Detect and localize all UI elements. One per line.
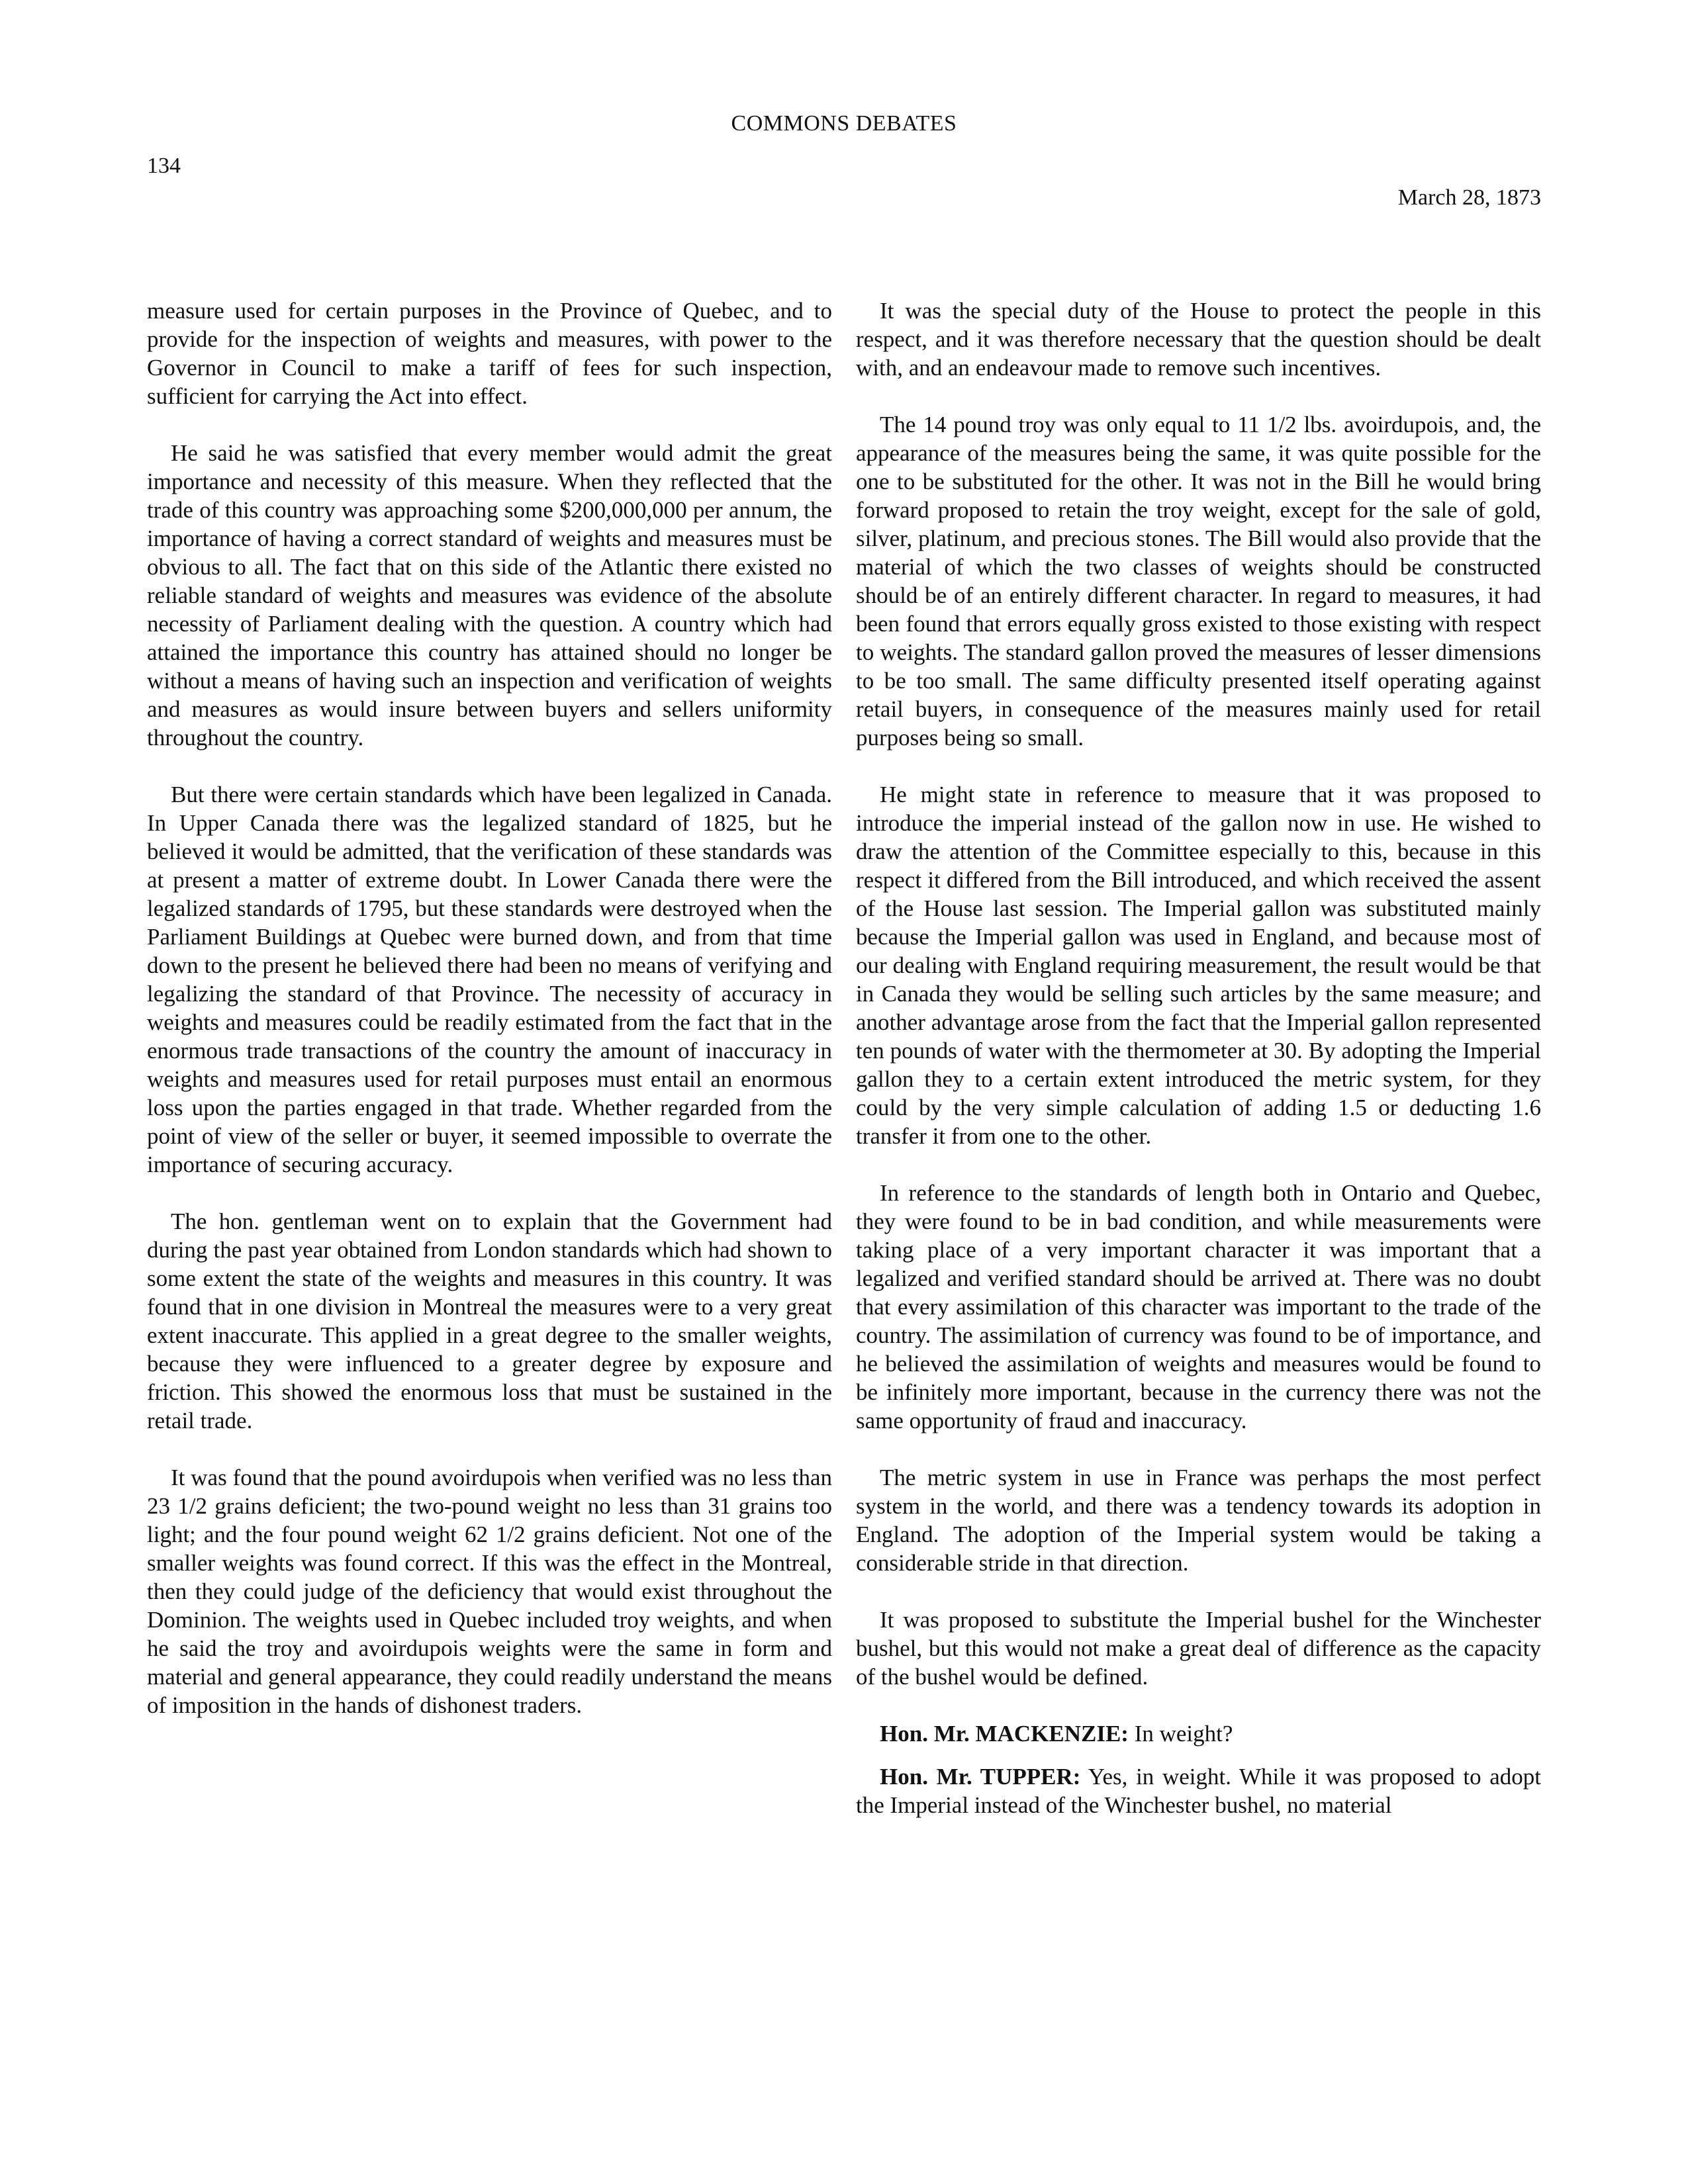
speech-text: In weight? — [1128, 1721, 1233, 1747]
running-title: COMMONS DEBATES — [731, 111, 957, 136]
page-number: 134 — [147, 154, 181, 178]
paragraph: The hon. gentleman went on to explain that the Government had during the past year obtained from London standards which had shown to some extent the state of the weights and measures in this country. It was found that in one division in Montreal the measures were to a very great extent inaccurate. This applied in a great degree to the smaller weights, because they were influenced to a greater degree by exposure and friction. This showed the enormous loss that must be sustained in the retail trade. — [147, 1208, 832, 1433]
paragraph: In reference to the standards of length both in Ontario and Quebec, they were found to be in bad condition, and while measurements were taking place of a very important character it was important that a legalized and verified standard should be arrived at. There was no doubt that every assimilation of this character was important to the trade of the country. The assimilation of currency was found to be of importance, and he believed the assimilation of weights and measures would be found to be infinitely more important, because in the currency there was not the same opportunity of fraud and inaccuracy. — [856, 1180, 1541, 1433]
right-column — [856, 296, 1541, 1834]
speech-text: Yes, in weight. While it was proposed to adopt the Imperial instead of the Winchester bushel, no material — [856, 1764, 1541, 1818]
paragraph: He might state in reference to measure that it was proposed to introduce the imperial instead of the gallon now in use. He wished to draw the attention of the Committee especially to this, because in this respect it differed from the Bill introduced, and which received the assent of the House last session. The Imperial gallon was substituted mainly because the Imperial gallon was used in England, and because most of our dealing with England requiring measurement, the result would be that in Canada they would be selling such articles by the same measure; and another advantage arose from the fact that the Imperial gallon represented ten pounds of water with the thermometer at 30. By adopting the Imperial gallon they to a certain extent introduced the metric system, for they could by the very simple calculation of adding 1.5 or deducting 1.6 transfer it from one to the other. — [856, 782, 1541, 1149]
paragraph: The metric system in use in France was perhaps the most perfect system in the world, and there was a tendency towards its adoption in England. The adoption of the Imperial system would be taking a considerable stride in that direction. — [856, 1465, 1541, 1576]
speaker-name: Hon. Mr. MACKENZIE: — [880, 1721, 1129, 1747]
speech-mackenzie — [856, 1719, 1541, 1748]
paragraph: He said he was satisfied that every member would admit the great importance and necessity of this measure. When they reflected that the trade of this country was approaching some $200,000,000 per annum, the importance of having a correct standard of weights and measures must be obvious to all. The fact that on this side of the Atlantic there existed no reliable standard of weights and measures was evidence of the absolute necessity of Parliament dealing with the question. A country which had attained the importance this country has attained should no longer be without a means of having such an inspection and verification of weights and measures as would insure between buyers and sellers uniformity throughout the country. — [147, 440, 832, 751]
page-date: March 28, 1873 — [1397, 185, 1541, 210]
left-column — [147, 296, 832, 1748]
speaker-name: Hon. Mr. TUPPER: — [880, 1764, 1081, 1790]
paragraph: It was the special duty of the House to protect the people in this respect, and it was therefore necessary that the question should be dealt with, and an endeavour made to remove such incentives. — [856, 298, 1541, 381]
paragraph: It was found that the pound avoirdupois when verified was no less than 23 1/2 grains deficient; the two-pound weight no less than 31 grains too light; and the four pound weight 62 1/2 grains deficient. Not one of the smaller weights was found correct. If this was the effect in the Montreal, then they could judge of the deficiency that would exist throughout the Dominion. The weights used in Quebec included troy weights, and when he said the troy and avoirdupois weights were the same in form and material and general appearance, they could readily understand the means of imposition in the hands of dishonest traders. — [147, 1465, 832, 1718]
paragraph: measure used for certain purposes in the Province of Quebec, and to provide for the inspection of weights and measures, with power to the Governor in Council to make a tariff of fees for such inspection, sufficient for carrying the Act into effect. — [147, 298, 832, 409]
paragraph: But there were certain standards which have been legalized in Canada. In Upper Canada there was the legalized standard of 1825, but he believed it would be admitted, that the verification of these standards was at present a matter of extreme doubt. In Lower Canada there were the legalized standards of 1795, but these standards were destroyed when the Parliament Buildings at Quebec were burned down, and from that time down to the present he believed there had been no means of verifying and legalizing the standard of that Province. The necessity of accuracy in weights and measures could be readily estimated from the fact that in the enormous trade transactions of the country the amount of inaccuracy in weights and measures used for retail purposes must entail an enormous loss upon the parties engaged in that trade. Whether regarded from the point of view of the seller or buyer, it seemed impossible to overrate the importance of securing accuracy. — [147, 782, 832, 1177]
speech-tupper — [856, 1762, 1541, 1819]
paragraph: It was proposed to substitute the Imperial bushel for the Winchester bushel, but this would not make a great deal of difference as the capacity of the bushel would be defined. — [856, 1607, 1541, 1690]
paragraph: The 14 pound troy was only equal to 11 1/2 lbs. avoirdupois, and, the appearance of the measures being the same, it was quite possible for the one to be substituted for the other. It was not in the Bill he would bring forward proposed to retain the troy weight, except for the sale of gold, silver, platinum, and precious stones. The Bill would also provide that the material of which the two classes of weights should be constructed should be of an entirely different character. In regard to measures, it had been found that errors equally gross existed to those existing with respect to weights. The standard gallon proved the measures of lesser dimensions to be too small. The same difficulty presented itself operating against retail buyers, in consequence of the measures mainly used for retail purposes being so small. — [856, 412, 1541, 751]
